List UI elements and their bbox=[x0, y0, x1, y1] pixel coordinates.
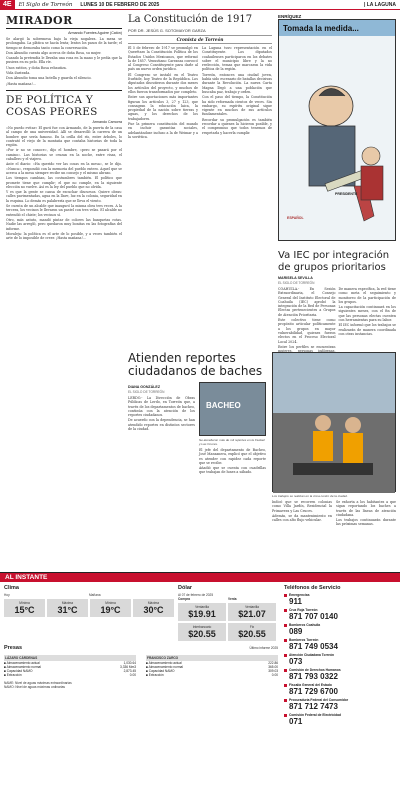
paragraph: «Por ir no se conoce», dijo el hombre, «pero se pasará por el camino». Las historias se cruzan en la noche, entre risas, el caballero y el viajero. bbox=[6, 148, 122, 162]
telefono-item bbox=[284, 623, 396, 636]
cartoon-caption: Tomada la medida... bbox=[279, 20, 395, 36]
bullet-icon bbox=[284, 609, 287, 612]
politica-body bbox=[6, 126, 122, 240]
clima-cell-label: Mínima bbox=[105, 601, 116, 605]
page-number: 4E bbox=[0, 0, 15, 10]
bullet-icon bbox=[284, 684, 287, 687]
presa-row-label: ■ Extracción bbox=[146, 673, 164, 678]
presa-row-value: 309.03 bbox=[268, 669, 278, 674]
telefono-number: 871 793 0322 bbox=[289, 672, 338, 681]
presas-note: Último informe 2025 bbox=[249, 646, 278, 650]
mirador-body bbox=[6, 37, 122, 86]
iec-byline-outlet: EL SIGLO DE TORREÓN bbox=[278, 281, 315, 285]
telefono-number: 073 bbox=[289, 657, 303, 666]
clima-hoy-label: Hoy bbox=[4, 593, 10, 597]
clima-cell bbox=[4, 599, 45, 617]
brand-name: El Siglo de Torreón bbox=[18, 1, 73, 8]
paragraph: Moraleja: la política es el arte de lo posible, y a veces también el arte de lo imposible de creer. ¡Hasta mañana!... bbox=[6, 231, 122, 241]
page-folio bbox=[0, 0, 400, 10]
clima-cell bbox=[47, 599, 88, 617]
paragraph: Unos ratitos, y doña Rosa rebautiza. bbox=[6, 65, 67, 70]
paragraph: «No puedo evitar» El gurú fue con Armando, de la puerta de la casa al campo de una universidad. Allí se desarrolló la carrera de un hombre que sería famoso. En la orilla del río, entre árboles, lo contrató el viejo de la montaña que contaba historias de toda la región. bbox=[6, 125, 122, 148]
bullet-icon bbox=[284, 624, 287, 627]
clima-cells bbox=[4, 599, 174, 617]
dolar-cell-value: $20.55 bbox=[238, 629, 266, 639]
paragraph: La capacitación continuará en los siguientes meses, con el fin de que las personas electas cuenten con herramientas para su labor. bbox=[338, 305, 396, 323]
bullet-icon bbox=[284, 594, 287, 597]
paragraph: ¡Hasta mañana!... bbox=[6, 81, 36, 86]
clima-cell bbox=[90, 599, 131, 617]
baches-caption-2: Los trabajos se realizan en la zona centro de la ciudad. bbox=[272, 494, 348, 498]
telefono-item bbox=[284, 683, 396, 696]
dolar-cells bbox=[178, 603, 278, 641]
baches-article bbox=[128, 352, 396, 528]
dolar-cell-label: Fix bbox=[249, 625, 255, 629]
telefono-label: Cruz Roja Torreón bbox=[289, 608, 318, 612]
iec-byline: MARISELA SEVILLA bbox=[278, 276, 313, 280]
dolar-box bbox=[178, 585, 278, 641]
baches-byline-outlet: EL SIGLO DE TORREÓN bbox=[128, 390, 165, 394]
presa-row-value: 1,030.64 bbox=[123, 661, 136, 665]
telefono-item bbox=[284, 653, 396, 666]
presa-row-value: 2,873.45 bbox=[123, 669, 136, 674]
presas-box bbox=[4, 645, 278, 689]
mirador-title: MIRADOR bbox=[6, 14, 122, 29]
constitucion-byline: POR DR. JESÚS G. SOTOMAYOR GARZA bbox=[128, 28, 206, 33]
baches-col-4 bbox=[336, 500, 396, 528]
paragraph: Añadió que se cuenta con cuadrillas que trabajan de lunes a sábado. bbox=[199, 466, 266, 475]
telefono-number: 071 bbox=[289, 717, 303, 726]
bullet-icon bbox=[284, 654, 287, 657]
politica-title: DE POLÍTICA Y COSAS PEORES bbox=[6, 90, 122, 118]
telefono-label: Comisión de Derechos Humanos bbox=[289, 668, 341, 672]
paragraph: Se cuenta de un alcalde que inauguró la misma obra tres veces. A la tercera, los vecinos le llevaron un pastel con tres velas. El alcalde no entendió el chiste; los vecinos sí. bbox=[6, 204, 122, 217]
dolar-venta-label: Venta bbox=[228, 597, 237, 601]
paragraph: De manera específica, la red tiene como meta el seguimiento y monitoreo de la participación de los grupos. bbox=[338, 287, 396, 304]
presas-title: Presas bbox=[4, 645, 23, 651]
telefono-item bbox=[284, 698, 396, 711]
presa-row-label: ■ Almacenamiento normal bbox=[146, 665, 184, 670]
baches-photo-scene bbox=[273, 353, 395, 493]
telefono-number: 871 729 6700 bbox=[289, 687, 338, 696]
clima-cell-label: Mínima bbox=[19, 601, 30, 605]
telefono-item bbox=[284, 638, 396, 651]
presa-row-label: ■ Almacenamiento actual bbox=[146, 661, 182, 665]
opinion-column bbox=[6, 14, 122, 569]
telefono-number: 871 712 7473 bbox=[289, 702, 338, 711]
paragraph: El 5 de febrero de 1917 se promulgó en Querétaro la Constitución Política de los Estados Unidos Mexicanos, que reformó la de 1857. Venustiano Carranza convocó al Congreso Constituyente para darle al país un nuevo orden jurídico. bbox=[128, 46, 198, 72]
dolar-cell-label: Ventanilla bbox=[245, 605, 259, 609]
presa-lazaro-rows bbox=[4, 661, 136, 677]
paragraph: Vida ilustrada. bbox=[6, 71, 31, 76]
clima-cell-label: Máxima bbox=[61, 601, 74, 605]
paragraph: Se exhorta a los habitantes a que sigan reportando los baches a través de las líneas de atención ciudadana. bbox=[336, 500, 396, 517]
baches-photo-1 bbox=[199, 382, 266, 436]
cartoon-tag: PRESIDENTE bbox=[335, 192, 358, 196]
baches-byline: DIANA GONZÁLEZ bbox=[128, 385, 161, 389]
telefono-label: Atención Ciudadana Torreón bbox=[289, 653, 334, 657]
dolar-cell-value: $20.55 bbox=[188, 629, 216, 639]
presa-lazaro-title: LÁZARO CÁRDENAS bbox=[4, 655, 136, 661]
constitucion-title: La Constitución de 1917 bbox=[128, 14, 253, 25]
paragraph: El jefe del departamento de Bacheo, José Manzanera, explicó que el objetivo es atender con rapidez cada reporte que se recibe. bbox=[199, 448, 266, 465]
baches-caption-1: Se atendieron más de mil reportes en la Ciudad y Las Cruces. bbox=[199, 438, 265, 446]
paragraph: El IEC informó que los trabajos se realizarán de manera coordinada con otras instancias. bbox=[338, 323, 396, 336]
baches-title: Atienden reportes ciudadanos de baches bbox=[128, 351, 263, 378]
paragraph: Se alargó la sobremesa bajo la vieja nogalera. La mesa se prolongaba. La plática se hacía lenta; lentos los pasos de la tarde; el tiempo se demoraba tanto como la conversación. bbox=[6, 37, 122, 50]
paragraph: Don Abundio cuenta algo acerca de doña Rosa, su mujer. bbox=[6, 50, 102, 55]
baches-col-1 bbox=[128, 396, 195, 431]
editorial-cartoon bbox=[278, 14, 396, 244]
iec-title: Va IEC por integración de grupos prioritarios bbox=[278, 250, 390, 273]
clima-cell bbox=[133, 599, 174, 617]
telefonos-title: Teléfonos de Servicio bbox=[284, 585, 341, 591]
constitucion-subtitle: Cronista de Torreón bbox=[128, 35, 272, 44]
paragraph: Entre sus aportaciones más importantes figuran los artículos 3, 27 y 123, que consagran la educación laica, la propiedad de la nación sobre tierras y aguas, y los derechos de los trabajadores. bbox=[128, 95, 198, 121]
cartoon-tag-2: ESPAÑOL bbox=[287, 216, 304, 220]
telefono-label: Fiscalía General del Estado bbox=[289, 683, 332, 687]
dolar-cell-label: Ventanilla bbox=[195, 605, 209, 609]
clima-box bbox=[4, 585, 174, 617]
presa-zarco-title: FRANCISCO ZARCO bbox=[146, 655, 278, 661]
al-instante-section bbox=[0, 572, 400, 795]
dolar-note: Al 07 de febrero de 2025 bbox=[178, 593, 214, 597]
paragraph: Este colectivo tiene como propósito articular políticamente a los grupos en mayor vulnerabilidad, quienes fueron electos en el Proceso Electoral Local 2024. bbox=[278, 318, 336, 344]
presa-zarco-rows bbox=[146, 661, 278, 677]
bullet-icon bbox=[284, 714, 287, 717]
constitucion-col-1 bbox=[128, 46, 198, 140]
dolar-cell bbox=[178, 623, 226, 641]
paragraph: Indicó que se recorren colonias como Villa Jardín, Residencial la Primavera y Las Cruces. bbox=[272, 500, 332, 513]
dolar-cell-label: Interbancario bbox=[192, 625, 212, 629]
presas-legend-2: NAMO: Nivel de aguas máximas ordinarias bbox=[4, 685, 65, 690]
paragraph: Y es que la gente se cansa de escuchar discursos. Quiere obras: calles pavimentadas, agua en la llave, luz en la colonia, seguridad en la esquina. Lo demás es palabrería que se lleva el viento. bbox=[6, 190, 122, 203]
presa-row-label: ■ Capacidad NAMO bbox=[4, 669, 33, 674]
telefono-label: Emergencias bbox=[289, 593, 310, 597]
presa-row-value: 365.00 bbox=[268, 665, 278, 670]
dolar-cell bbox=[178, 603, 226, 621]
telefono-item bbox=[284, 608, 396, 621]
paragraph: Entre los perfiles se encuentran bbox=[278, 344, 336, 349]
telefono-number: 089 bbox=[289, 627, 303, 636]
dolar-compra-label: Compra bbox=[178, 597, 191, 601]
presa-row-value: 222.86 bbox=[268, 661, 278, 665]
paragraph: Además, se da mantenimiento en calles con alto flujo vehicular. bbox=[272, 513, 332, 523]
clima-cell-value: 31°C bbox=[57, 605, 78, 615]
paragraph: La Laguna tuvo representación en el Constituyente. Los diputados coahuilenses participaron en los debates sobre el municipio libre y la no reelección, temas que marcaron la vida política de la región. bbox=[202, 46, 272, 72]
paragraph: De acuerdo con la dependencia, se han atendido reportes en distintos sectores de la ciudad. bbox=[128, 418, 195, 432]
paragraph: Ante el diario: «Ha querido ver las cosas en la mesa», se le dijo. «Nunca», respondió con la memoria del pueblo entero. Aquel que se acerca a la mesa siempre recibe un consejo y el mismo abrazo. bbox=[6, 162, 122, 175]
mirador-byline: Armando Fuentes Aguirre (Catón) bbox=[68, 31, 122, 35]
telefono-label: Bomberos Torreón bbox=[289, 638, 319, 642]
dolar-cell-value: $19.91 bbox=[188, 609, 216, 619]
dolar-cell-value: $21.07 bbox=[238, 609, 266, 619]
cartoon-drawing bbox=[279, 36, 396, 241]
presas-legend-1: NAME: Nivel de aguas máximas extraordinarias bbox=[4, 681, 72, 686]
bullet-icon bbox=[284, 639, 287, 642]
clima-cell-label: Máxima bbox=[147, 601, 160, 605]
cartoonist-name: ENRÍQUEZ bbox=[278, 14, 302, 19]
photo-sign-text: BACHEO bbox=[206, 401, 241, 410]
paragraph: Otro, más astuto, mandó pintar de colores las banquetas rotas. Nadie las arregló, pero quedaron muy bonitas en las fotografías del informe. bbox=[6, 217, 122, 231]
presa-row bbox=[146, 673, 278, 677]
paragraph: LERDO.- La Dirección de Obras Públicas de Lerdo, en Torreón que, a través de los departamentos de bacheo, continúa con la atención de los reportes ciudadanos. bbox=[128, 396, 195, 418]
baches-photo-2 bbox=[272, 352, 396, 492]
telefonos-list bbox=[284, 593, 396, 728]
telefono-number: 871 707 0140 bbox=[289, 612, 338, 621]
telefono-number: 871 749 0534 bbox=[289, 642, 338, 651]
al-instante-bar: AL INSTANTE bbox=[0, 573, 400, 582]
constitucion-article bbox=[128, 14, 272, 140]
baches-col-2 bbox=[199, 448, 266, 475]
paragraph: Los trabajos continuarán durante las próximas semanas. bbox=[336, 518, 396, 527]
paragraph: Los tiempos cambian, las costumbres también. El político que promete tiene que cumplir; el que no cumple, en la siguiente elección no vuelve. Así es la ley del pueblo que no olvida. bbox=[6, 176, 122, 189]
baches-col-3 bbox=[272, 500, 332, 528]
telefono-item bbox=[284, 713, 396, 726]
clima-manana-label: Mañana bbox=[89, 593, 101, 597]
presa-row-value: 0.00 bbox=[129, 673, 136, 678]
dolar-title: Dólar bbox=[178, 585, 193, 591]
bullet-icon bbox=[284, 699, 287, 702]
clima-cell-value: 30°C bbox=[143, 605, 164, 615]
dolar-cell bbox=[228, 603, 276, 621]
telefonos-box bbox=[284, 585, 396, 728]
telefono-label: Comisión Federal de Electricidad bbox=[289, 713, 342, 717]
paragraph: Don Abundio toma una botella y guarda el silencio. bbox=[6, 76, 92, 81]
presa-row-label: ■ Almacenamiento normal bbox=[4, 665, 42, 670]
telefono-number: 911 bbox=[289, 597, 302, 606]
paragraph: COAHUILA.- En Sesión Extraordinaria, el Consejo General del Instituto Electoral de Coahuila (IEC) aprobó la integración de la Red de Personas Electas pertenecientes a Grupos de Atención Prioritaria. bbox=[278, 287, 336, 317]
dolar-cell bbox=[228, 623, 276, 641]
iec-article bbox=[278, 250, 396, 363]
presa-row bbox=[4, 673, 136, 677]
telefono-label: Bomberos Coahuila bbox=[289, 623, 321, 627]
presa-row-value: 0.00 bbox=[271, 673, 278, 678]
clima-cell-value: 19°C bbox=[100, 605, 121, 615]
paragraph: Con el paso del tiempo, la Constitución ha sido reformada cientos de veces. Sin embargo, su espíritu original sigue vigente en muchos de sus artículos fundamentales. bbox=[202, 95, 272, 117]
paragraph: Recordar su promulgación es también recordar a quienes la hicieron posible, y el compromiso que todos tenemos de respetarla y hacerla cumplir. bbox=[202, 117, 272, 135]
telefono-item bbox=[284, 668, 396, 681]
paragraph: Fue la primera constitución del mundo en incluir garantías sociales, adelantándose incluso a la de Weimar y a la soviética. bbox=[128, 122, 198, 139]
telefono-item bbox=[284, 593, 396, 606]
bullet-icon bbox=[284, 669, 287, 672]
paragraph: Cuando la pretendía le llevaba una rosa en la mano y le pedía que la pusiera en su pelo. Ella ríe. bbox=[6, 56, 122, 65]
presa-row-label: ■ Capacidad NAMO bbox=[146, 669, 175, 674]
politica-byline: Armando Camorra bbox=[92, 119, 122, 124]
presa-row-label: ■ Extracción bbox=[4, 673, 22, 678]
paragraph: Torreón, entonces una ciudad joven, había sido escenario de batallas decisivas durante la Revolución. La nueva Carta Magna llegó a una población que buscaba paz, trabajo y orden. bbox=[202, 72, 272, 94]
paragraph: El Congreso se instaló en el Teatro Iturbide, hoy Teatro de la República. Los diputados discutieron durante dos meses los artículos del proyecto, y muchos de ellos fueron transformados por completo. bbox=[128, 72, 198, 94]
clima-cell-value: 15°C bbox=[14, 605, 35, 615]
presa-row-label: ■ Almacenamiento actual bbox=[4, 661, 40, 665]
presa-row-value: 3,336 Mm3 bbox=[120, 665, 136, 670]
section-name: | LA LAGUNA bbox=[363, 1, 396, 8]
cartoon-image bbox=[278, 19, 396, 241]
issue-date: LUNES 10 DE FEBRERO DE 2025 bbox=[80, 1, 160, 8]
constitucion-col-2 bbox=[202, 46, 272, 140]
clima-title: Clima bbox=[4, 585, 19, 591]
telefono-label: Procuraduría Federal del Consumidor bbox=[289, 698, 349, 702]
